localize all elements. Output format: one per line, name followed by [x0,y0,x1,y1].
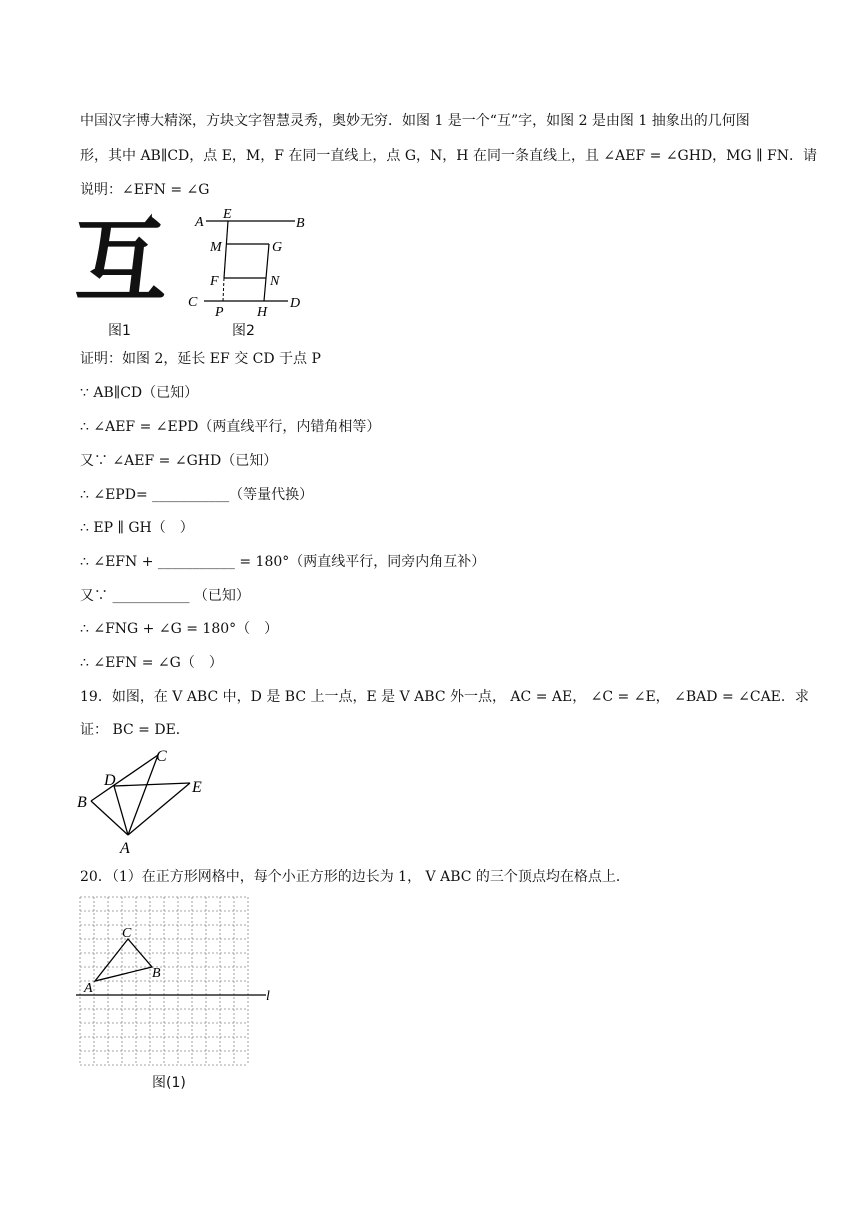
p20-grid-diagram [76,893,276,1063]
p19-diagram [76,745,216,857]
label-b: B [296,216,305,231]
label-d: D [290,296,301,311]
proof-line-7: 又∵ ___________ （已知） [80,588,250,604]
line-ef [224,221,228,278]
proof-line-1: ∵ AB∥CD（已知） [80,385,199,401]
label-b: B [152,966,161,981]
proof-line-3: 又∵ ∠AEF = ∠GHD（已知） [80,453,278,469]
label-l: l [266,989,270,1004]
label-a: A [195,215,204,230]
proof-line-5: ∴ EP ∥ GH（ ） [80,520,194,536]
p18-intro-line3: 说明：∠EFN = ∠G [80,182,210,198]
proof-line-4: ∴ ∠EPD= ___________（等量代换） [80,487,314,503]
label-c: C [122,926,132,941]
fig2-caption: 图2 [232,323,255,339]
proof-line-2: ∴ ∠AEF = ∠EPD（两直线平行，内错角相等） [80,419,381,435]
label-f: F [210,274,219,289]
proof-line-6: ∴ ∠EFN + ___________ = 180°（两直线平行，同旁内角互补） [80,554,486,570]
proof-line-8: ∴ ∠FNG + ∠G = 180°（ ） [80,621,279,637]
label-n: N [270,274,280,289]
p18-intro-line1: 中国汉字博大精深，方块文字智慧灵秀，奥妙无穷．如图 1 是一个“互”字，如图 2 是由图 1 抽象出的几何图 [80,113,750,129]
label-p: P [215,305,224,320]
fig1-caption: 图1 [108,323,131,339]
label-m: M [210,240,222,255]
line-gh [264,244,269,301]
label-c: C [188,295,198,310]
label-h: H [257,305,268,320]
label-c: C [156,748,167,765]
label-g: G [272,240,283,255]
p19-line2: 证： BC = DE． [80,722,190,738]
fig1-character: 互 [74,208,167,315]
triangle-abc [95,939,152,981]
proof-line-0: 证明：如图 2，延长 EF 交 CD 于点 P [80,351,321,367]
label-a: A [120,840,130,857]
label-e: E [223,207,232,222]
fig2-diagram [188,206,350,320]
label-b: B [77,794,87,811]
label-d: D [104,772,116,789]
label-a: A [84,981,93,996]
p20-line1: 20．（1）在正方形网格中，每个小正方形的边长为 1， V ABC 的三个顶点均在格点上． [80,869,630,885]
proof-line-9: ∴ ∠EFN = ∠G（ ） [80,655,223,671]
p18-intro-line2: 形，其中 AB∥CD，点 E，M，F 在同一直线上，点 G，N，H 在同一条直线上，且 ∠AEF = ∠GHD，MG ∥ FN．请 [80,148,818,164]
p19-line1: 19．如图，在 V ABC 中，D 是 BC 上一点，E 是 V ABC 外一点， AC = AE， ∠C = ∠E， ∠BAD = ∠CAE．求 [80,689,809,705]
p20-caption: 图(1) [152,1075,186,1091]
label-e: E [192,779,202,796]
line-fp-dashed [223,278,224,301]
